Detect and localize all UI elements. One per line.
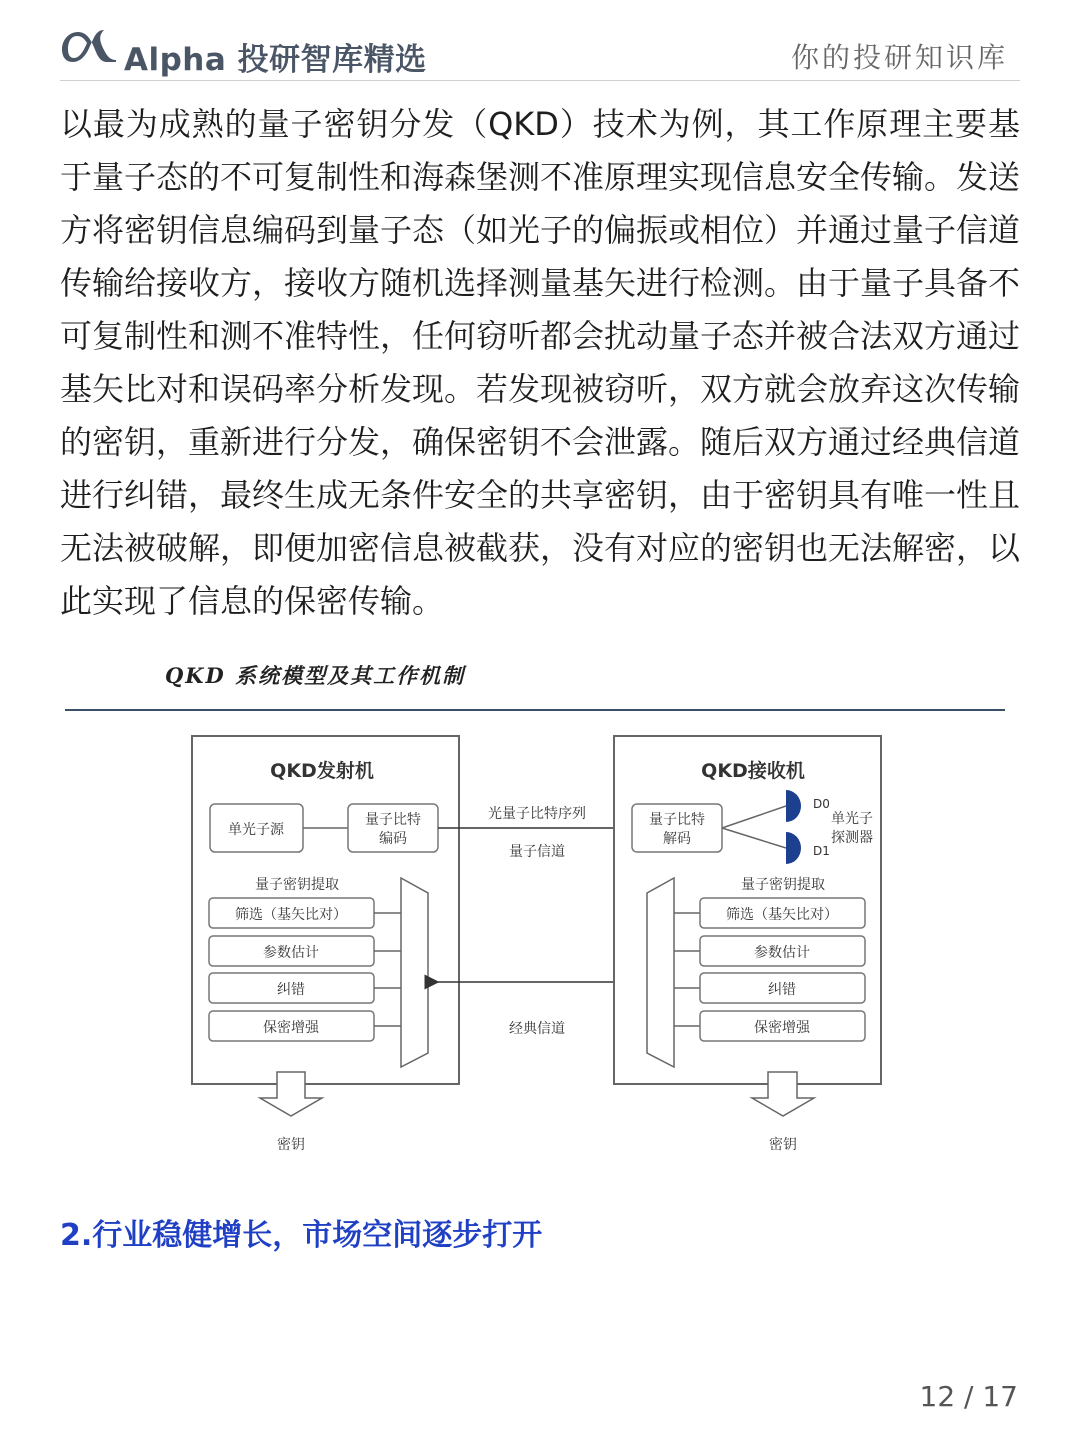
receiver-step-2: 参数估计 [754,945,810,961]
detector-d1-label: D1 [813,844,830,858]
encoder-label-line1: 量子比特 [365,812,421,828]
transmitter-step-3: 纠错 [277,982,305,998]
detector-label-line1: 单光子 [831,811,873,827]
classical-channel-label: 经典信道 [509,1021,565,1037]
transmitter-extraction-label: 量子密钥提取 [255,877,339,893]
quantum-sequence-label: 光量子比特序列 [488,806,586,822]
transmitter-step-1: 筛选（基矢比对） [235,907,347,923]
receiver-multiplexer [647,878,674,1067]
page-number: 12 / 17 [919,1380,1018,1413]
figure-title: QKD 系统模型及其工作机制 [165,663,466,688]
transmitter-key-output: 密钥 [277,1137,305,1153]
receiver-extraction-label: 量子密钥提取 [741,877,825,893]
decoder-label-line1: 量子比特 [649,812,705,828]
receiver-title: QKD接收机 [701,760,805,782]
alpha-logo-icon [60,16,120,76]
receiver-step-4: 保密增强 [754,1020,810,1036]
transmitter-title: QKD发射机 [270,760,374,782]
header-tagline: 你的投研知识库 [790,41,1008,74]
encoder-label-line2: 编码 [379,831,407,847]
page-header [60,18,1020,80]
body-paragraph: 以最为成熟的量子密钥分发（QKD）技术为例，其工作原理主要基于量子态的不可复制性和海森堡测不准原理实现信息安全传输。发送方将密钥信息编码到量子态（如光子的偏振或相位）并通过量子信道传输给接收方，接收方随机选择测量基矢进行检测。由于量子具备不可复制性和测不准特性，任何窃听都会扰动量子态并被合法双方通过基矢比对和误码率分析发现。若发现被窃听，双方就会放弃这次传输的密钥，重新进行分发，确保密钥不会泄露。随后双方通过经典信道进行纠错，最终生成无条件安全的共享密钥，由于密钥具有唯一性且无法被破解，即便加密信息被截获，没有对应的密钥也无法解密，以此实现了信息的保密传输。 [60,105,1021,620]
receiver-step-1: 筛选（基矢比对） [726,907,838,923]
single-photon-source-label: 单光子源 [228,822,284,838]
detector-d0-label: D0 [813,797,830,811]
figure-divider [65,709,1005,711]
transmitter-step-4: 保密增强 [263,1020,319,1036]
transmitter-step-2: 参数估计 [263,945,319,961]
section-heading: 2.行业稳健增长，市场空间逐步打开 [60,1218,543,1253]
brand-title: Alpha 投研智库精选 [124,42,427,78]
quantum-channel-label: 量子信道 [509,844,565,860]
header-divider [60,80,1020,81]
qkd-diagram [0,720,1080,1170]
receiver-step-3: 纠错 [768,982,796,998]
detector-label-line2: 探测器 [831,830,873,846]
receiver-key-output: 密钥 [769,1137,797,1153]
transmitter-multiplexer [401,878,428,1067]
decoder-label-line2: 解码 [663,831,691,847]
